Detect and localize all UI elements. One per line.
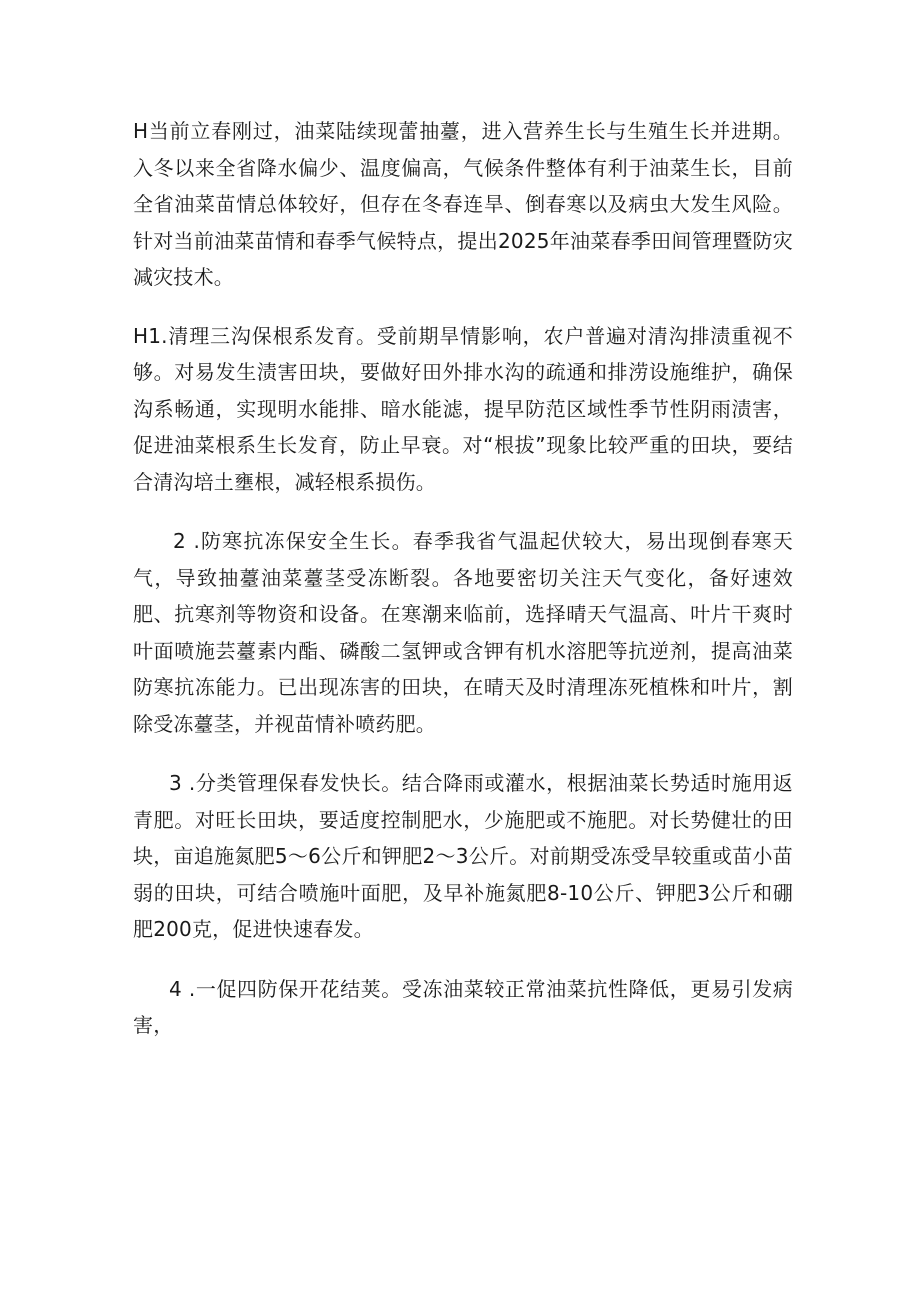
intro-paragraph: H当前立春刚过，油菜陆续现蕾抽薹，进入营养生长与生殖生长并进期。入冬以来全省降水偏少、温度偏高，气候条件整体有利于油菜生长，目前全省油菜苗情总体较好，但存在冬春连旱、倒春寒以及病虫大发生风险。针对当前油菜苗情和春季气候特点，提出2025年油菜春季田间管理暨防灾减灾技术。 xyxy=(133,119,793,289)
section-2-paragraph: 2 .防寒抗冻保安全生长。春季我省气温起伏较大，易出现倒春寒天气，导致抽薹油菜薹茎受冻断裂。各地要密切关注天气变化，备好速效肥、抗寒剂等物资和设备。在寒潮来临前，选择晴天气温高、叶片干爽时叶面喷施芸薹素内酯、磷酸二氢钾或含钾有机水溶肥等抗逆剂，提高油菜防寒抗冻能力。已出现冻害的田块，在晴天及时清理冻死植株和叶片，割除受冻薹茎，并视苗情补喷药肥。 xyxy=(133,529,793,736)
document-body xyxy=(133,113,793,1044)
section-3-paragraph: 3 .分类管理保春发快长。结合降雨或灌水，根据油菜长势适时施用返青肥。对旺长田块，要适度控制肥水，少施肥或不施肥。对长势健壮的田块，亩追施氮肥5〜6公斤和钾肥2〜3公斤。对前期受冻受旱较重或苗小苗弱的田块，可结合喷施叶面肥，及早补施氮肥8-10公斤、钾肥3公斤和硼肥200克，促进快速春发。 xyxy=(133,771,793,941)
section-1-paragraph: H1.清理三沟保根系发育。受前期旱情影响，农户普遍对清沟排渍重视不够。对易发生渍害田块，要做好田外排水沟的疏通和排涝设施维护，确保沟系畅通，实现明水能排、暗水能滤，提早防范区域性季节性阴雨渍害，促进油菜根系生长发育，防止早衰。对“根拔”现象比较严重的田块，要结合清沟培土壅根，减轻根系损伤。 xyxy=(133,323,793,494)
section-4-paragraph: 4 .一促四防保开花结荚。受冻油菜较正常油菜抗性降低，更易引发病害， xyxy=(133,976,793,1037)
